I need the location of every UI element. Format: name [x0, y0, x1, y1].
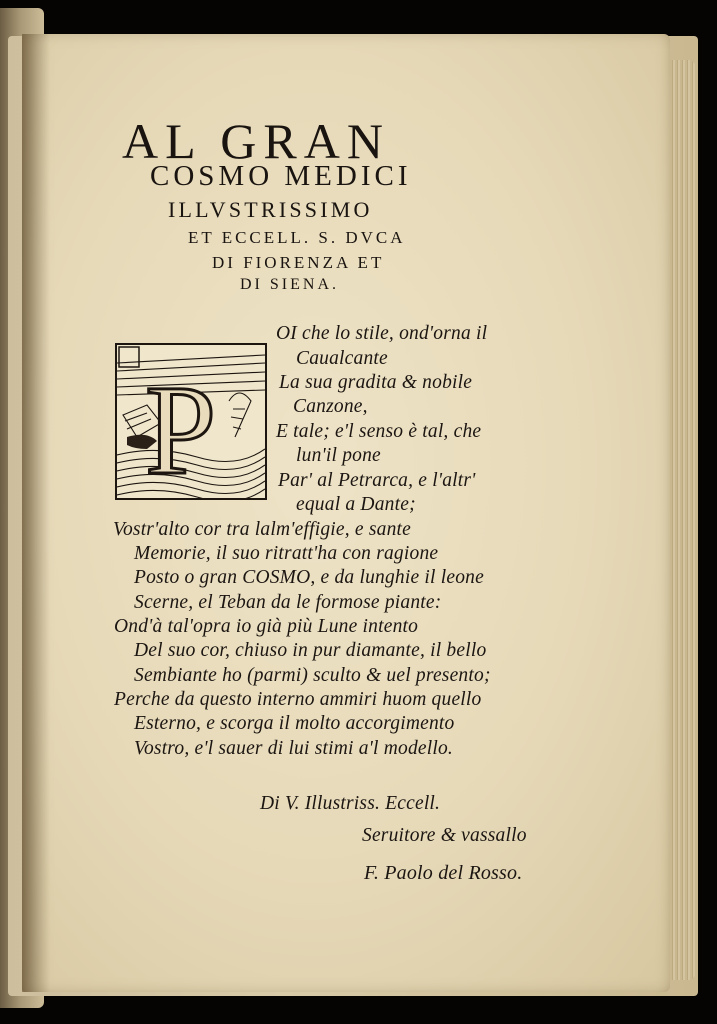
poem-line: Posto o gran COSMO, e da lunghie il leone [134, 567, 484, 588]
poem-line: equal a Dante; [296, 494, 416, 515]
signature-line-3: F. Paolo del Rosso. [364, 862, 523, 884]
initial-letter: P [145, 359, 217, 498]
poem-line: E tale; e'l senso è tal, che [276, 421, 482, 442]
title-line-3: ILLVSTRISSIMO [168, 197, 373, 222]
poem-line: Canzone, [293, 396, 368, 417]
poem-line: Memorie, il suo ritratt'ha con ragione [134, 543, 439, 564]
poem-line: Vostr'alto cor tra lalm'effigie, e sante [113, 519, 411, 540]
title-line-2: COSMO MEDICI [150, 160, 412, 192]
poem-line: Perche da questo interno ammiri huom quello [114, 689, 482, 710]
title-line-6: DI SIENA. [240, 276, 339, 293]
poem-line: OI che lo stile, ond'orna il [276, 323, 488, 344]
title-line-5: DI FIORENZA ET [212, 253, 385, 272]
title-line-1: AL GRAN [122, 113, 390, 169]
page-gutter [22, 34, 50, 992]
poem-line: Vostro, e'l sauer di lui stimi a'l modello. [134, 738, 454, 759]
poem-line: Par' al Petrarca, e l'altr' [278, 470, 476, 491]
signature-line-2: Seruitore & vassallo [362, 825, 527, 846]
poem-line: Esterno, e scorga il molto accorgimento [134, 713, 455, 734]
poem-line: Del suo cor, chiuso in pur diamante, il bello [134, 640, 487, 661]
poem-line: Scerne, el Teban da le formose piante: [134, 592, 442, 613]
poem-line: Ond'à tal'opra io già più Lune intento [114, 616, 419, 637]
poem-line: Caualcante [296, 348, 388, 369]
poem-line: La sua gradita & nobile [279, 372, 473, 393]
poem-line: Sembiante ho (parmi) sculto & uel presento; [134, 665, 491, 686]
woodcut-initial-p-icon [115, 343, 267, 500]
title-line-4: ET ECCELL. S. DVCA [188, 228, 406, 247]
poem-line: lun'il pone [296, 445, 381, 466]
signature-line-1: Di V. Illustriss. Eccell. [260, 793, 441, 814]
